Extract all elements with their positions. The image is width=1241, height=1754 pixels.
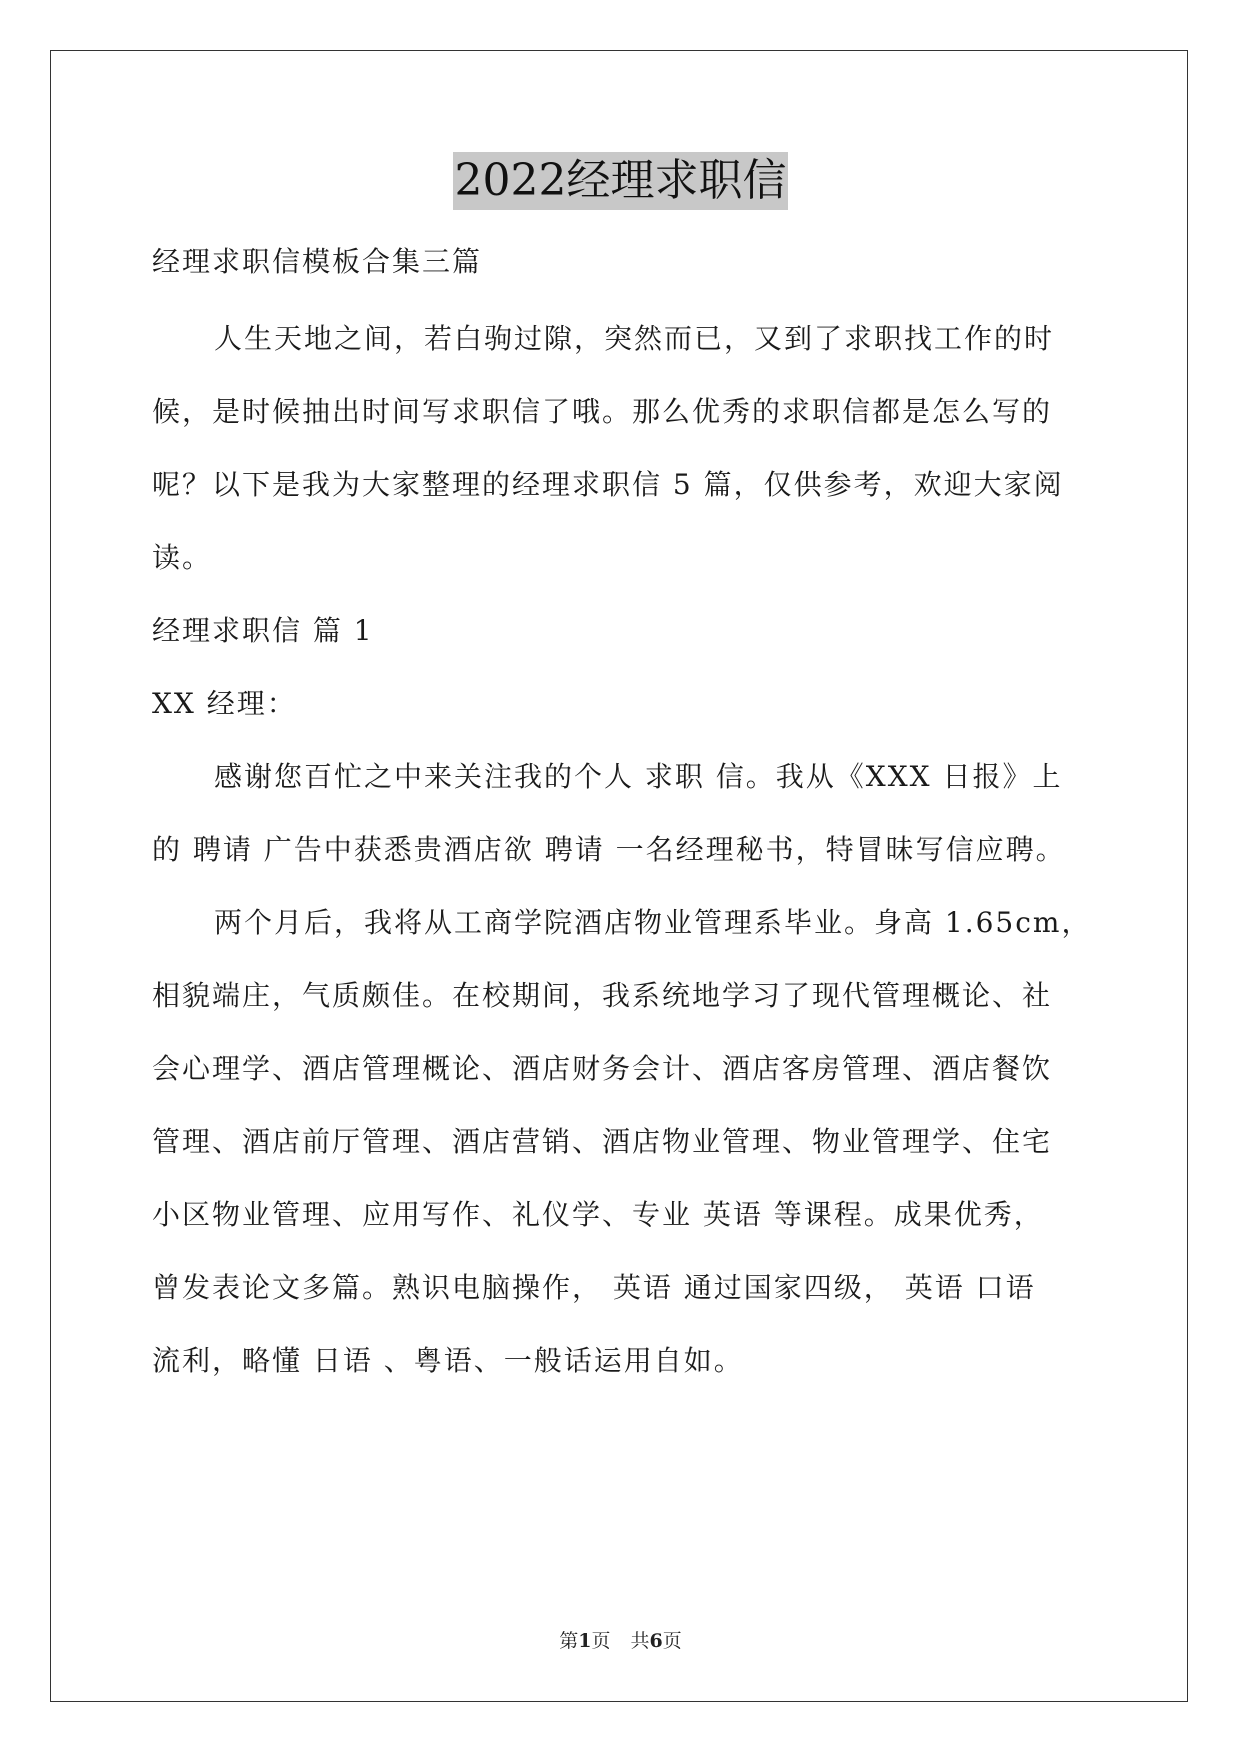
paragraph-line: 相貌端庄，气质颇佳。在校期间，我系统地学习了现代管理概论、社 [152, 979, 1053, 1012]
page-suffix: 页 [591, 1630, 611, 1652]
paragraph-line: 两个月后，我将从工商学院酒店物业管理系毕业。身高 1.65cm， [214, 906, 1092, 939]
paragraph-line: 候，是时候抽出时间写求职信了哦。那么优秀的求职信都是怎么写的 [152, 395, 1053, 428]
paragraph-line: 流利，略懂 日语 、粤语、一般话运用自如。 [152, 1344, 744, 1377]
page-current: 1 [578, 1630, 592, 1652]
paragraph-line: 的 聘请 广告中获悉贵酒店欲 聘请 一名经理秘书，特冒昧写信应聘。 [152, 833, 1066, 866]
section-heading: 经理求职信 篇 1 [152, 614, 374, 647]
page-total: 6 [649, 1630, 663, 1652]
subtitle-line: 经理求职信模板合集三篇 [152, 245, 483, 278]
document-title: 2022经理求职信 [453, 152, 789, 210]
page-border [50, 50, 1188, 1702]
total-suffix: 页 [662, 1630, 682, 1652]
paragraph-line: 小区物业管理、应用写作、礼仪学、专业 英语 等课程。成果优秀， [152, 1198, 1044, 1231]
paragraph-line: 读。 [152, 541, 213, 574]
paragraph-line: 感谢您百忙之中来关注我的个人 求职 信。我从《XXX 日报》上 [214, 760, 1063, 793]
paragraph-line: 会心理学、酒店管理概论、酒店财务会计、酒店客房管理、酒店餐饮 [152, 1052, 1053, 1085]
page-footer [0, 1626, 1241, 1653]
paragraph-line: 曾发表论文多篇。熟识电脑操作， 英语 通过国家四级， 英语 口语 [152, 1271, 1036, 1304]
salutation-line: XX 经理： [152, 687, 297, 720]
paragraph-line: 呢？以下是我为大家整理的经理求职信 5 篇，仅供参考，欢迎大家阅 [152, 468, 1064, 501]
page-prefix: 第 [559, 1630, 579, 1652]
title-wrap [0, 152, 1241, 210]
total-prefix: 共 [630, 1630, 650, 1652]
paragraph-line: 人生天地之间，若白驹过隙，突然而已，又到了求职找工作的时 [214, 322, 1055, 355]
paragraph-line: 管理、酒店前厅管理、酒店营销、酒店物业管理、物业管理学、住宅 [152, 1125, 1053, 1158]
